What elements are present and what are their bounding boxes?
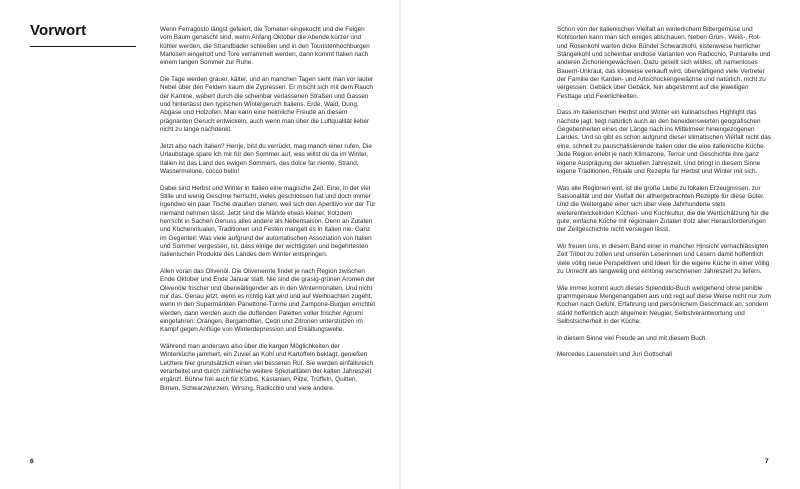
paragraph: Dass im italienischen Herbst und Winter ein kulinarisches Highlight das nächste jagt, liegt natürlich auch an den beneidenswerten geografischen Gegebenheiten eines der Länge nach ins Mittelmeer hineingezogenen Landes. Und so gibt es schon aufgrund dieser klimatischen Vielfalt nicht das eine, schnell zu pauschalisierende Italien oder die eine italienische Küche. Jede Region erlebt je nach Klimazone, Terroir und Geschichte ihre ganz eigene Ausprägung der aktuellen Jahreszeit. Und bringt in diesem Sinne eigene Traditionen, Rituale und Rezepte für Herbst und Winter mit sich. xyxy=(557,109,771,175)
author-signature: Mercedes Lauenstein und Juri Gottschall xyxy=(557,351,672,359)
paragraph: Die Tage werden grauer, kälter, und an manchen Tagen sieht man vor lauter Nebel über den Feldern kaum die Zypressen. Er mischt sich mit dem Rauch der Kamine, wabert durch die scheinbar verlassenen Straßen und Gassen und hinterlässt den typischen Wintergeruch Italiens. Erde, Wald, Dung, Abgase und Holzofen. Man kann eine heimliche Freude an diesem prägnanten Geruch entwickeln, auch wenn man über die Luftqualität lieber nicht zu lange nachdenkt. xyxy=(160,76,374,134)
right-page xyxy=(400,0,800,489)
paragraph: Dabei sind Herbst und Winter in Italien eine magische Zeit. Eine, in der viel Stille und wenig Geschrei herrscht, vieles geschlossen hat und doch immer irgendwo ein paar Tische draußen stehen, weil sich den Aperitivo vor der Tür niemand nehmen lässt. Jetzt sind die Märkte etwas kleiner, trotzdem herrscht in Sachen Genuss alles andere als Nebensaison. Denn an Zutaten und Küchenritualen, Traditionen und Festen mangelt es in Italien nie. Ganz im Gegenteil: Was viele aufgrund der automatischen Assoziation von Italien und Sommer vergessen, ist, dass einige der wichtigsten und begehrtesten italienischen Produkte des Landes dem Winter entspringen. xyxy=(160,184,376,259)
chapter-title: Vorwort xyxy=(30,22,87,39)
title-underline xyxy=(30,46,136,47)
paragraph: Wie immer kommt auch dieses Splendido-Buch weitgehend ohne penible grammgenaue Mengenangaben aus und regt auf diese Weise nicht nur zum Kochen nach Gefühl, Erfahrung und persönlichem Geschmack an, sondern stärkt hoffentlich auch allgemein Neugier, Selbstverantwortung und Selbstsicherheit in der Küche. xyxy=(557,284,771,326)
paragraph: In diesem Sinne viel Freude an und mit diesem Buch. xyxy=(557,334,708,342)
left-text-column xyxy=(160,26,376,401)
paragraph: Wir freuen uns, in diesem Band einer in mancher Hinsicht vernachlässigten Zeit Tribut zu zollen und unseren Leserinnen und Lesern damit hoffentlich viele völlig neue Perspektiven und Ideen für die eigene Küche in einer völlig zu Unrecht als langweilig und eintönig verschrienen Jahreszeit zu liefern. xyxy=(557,242,770,275)
paragraph: Schon von der italienischen Vielfalt an winterlichem Bittergemüse und Kohlsorten kann man sich einiges abschauen. Neben Grün-, Weiß-, Rot- und Rosenkohl warten dicke Bündel Schwarzkohl, kistenweise herrlicher Stängelkohl und scheinbar endlose Varianten von Radicchio, Puntarelle und anderen Zichoriengewächsen. Dazu gesellt sich wildes, oft namenloses Bauern-Unkraut, das kiloweise verkauft wird, überwältigend viele Vertreter der Familie der Karden- und Artischockengewächse und natürlich, nicht zu vergessen: Gebäck über Gebäck, fein abgestimmt auf die jeweiligen Festtage und Feierlichkeiten. xyxy=(557,26,771,100)
paragraph: Was alle Regionen eint, ist die große Liebe zu lokalen Erzeugnissen, zur Saisonalität und der Vielfalt der althergebrachten Rezepte für diese Güter. Und die Weitergabe einer sich über viele Jahrhunderte stets weiterentwickelnden Küchen- und Kochkultur, die die Wertschätzung für die gute, einfache Küche mit regionalen Zutaten trotz aller Herausforderungen der Zeitgeschichte nicht versiegen lässt. xyxy=(557,184,769,234)
paragraph: Jetzt also nach Italien? Herrje, bist du verrückt, mag manch einer rufen. Die Urlaubstage spare ich mir für den Sommer auf, was willst du da im Winter, Italien ist das Land des ewigen Sommers, des dolce far niente, Strand, Wassermelone, cocco bello! xyxy=(160,142,372,175)
paragraph: Allen voran das Olivenöl. Die Olivenernte findet je nach Region zwischen Ende Oktober und Ende Januar statt. Nie sind die grasig-grünen Aromen der Olivenöle frischer und überwältigender als in den Wintermonaten. Und nicht nur das. Genau jetzt, wenn es richtig kalt wird und auf Weihnachten zugeht, wenn in den Supermärkten Panettone-Türme und Zampone-Burgen errichtet werden, dann werden auch die duftenden Paletten voller frischer Agrumi eingefahren: Orangen, Bergamotten, Cedri und Zitronen unterstützen im Kampf gegen Anflüge von Winterdepression und Erkältungswelle. xyxy=(160,267,376,334)
page-number-left: 6 xyxy=(30,458,34,465)
paragraph: Während man anderswo also über die kargen Möglichkeiten der Winterküche jammert, ein Zuviel an Kohl und Kartoffeln beklagt, genießen Letztere hier grundsätzlich einen viel besseren Ruf. Sie werden einfallsreich verarbeitet und durch zahlreiche weitere Spezialitäten der kalten Jahreszeit ergänzt. Bühne frei auch für Kürbis, Kastanien, Pilze, Trüffeln, Quitten, Birnen, Schwarzwurzeln, Wirsing, Radicchio und viele andere. xyxy=(160,343,373,392)
paragraph: Wenn Ferragosto längst gefeiert, die Tomaten eingekocht und die Feigen vom Baum genascht sind, wenn Anfang Oktober die Abende kürzer und kühler werden, die Strandbäder schließen und in den Touristenhochburgen Markisen eingeholt und Tore verrammelt werden, dann kommt Italien nach einem langen Sommer zur Ruhe. xyxy=(160,26,370,67)
right-text-column xyxy=(557,26,773,368)
page-number-right: 7 xyxy=(765,458,769,465)
